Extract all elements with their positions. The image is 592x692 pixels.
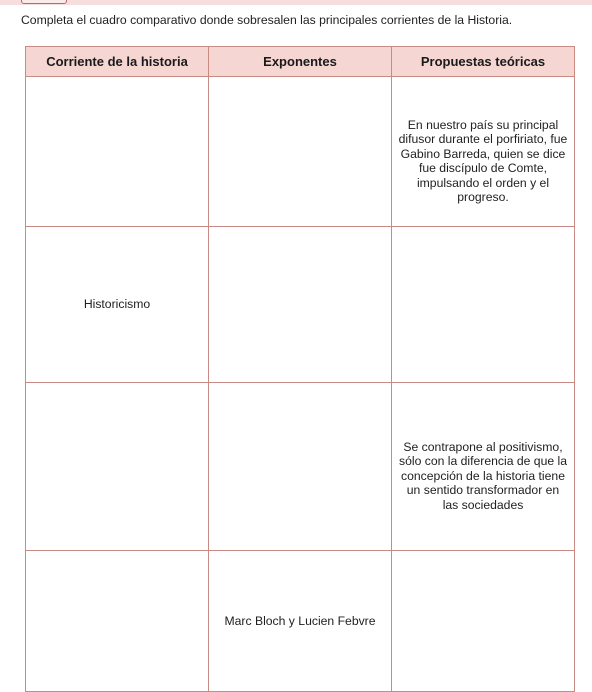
- header-propuestas: Propuestas teóricas: [392, 47, 575, 77]
- cell-exponentes[interactable]: [209, 383, 392, 551]
- header-exponentes: Exponentes: [209, 47, 392, 77]
- cell-propuestas: [392, 77, 575, 227]
- cell-propuestas[interactable]: [392, 551, 575, 692]
- cell-propuestas: [392, 383, 575, 551]
- cell-corriente[interactable]: [26, 77, 209, 227]
- header-corriente: Corriente de la historia: [26, 47, 209, 77]
- activity-instruction: Completa el cuadro comparativo donde sobresalen las principales corrientes de la Historia.: [21, 13, 513, 27]
- cell-propuestas[interactable]: [392, 227, 575, 383]
- cell-corriente[interactable]: [26, 551, 209, 692]
- comparative-table: [25, 46, 575, 692]
- cell-corriente[interactable]: [26, 383, 209, 551]
- cell-exponentes[interactable]: [209, 77, 392, 227]
- top-decorative-band: [0, 0, 592, 5]
- table-row: [26, 383, 575, 551]
- corner-decorative-box: [21, 0, 67, 4]
- cell-corriente: [26, 227, 209, 383]
- table-row: [26, 227, 575, 383]
- cell-exponentes[interactable]: [209, 227, 392, 383]
- table-header-row: [26, 47, 575, 77]
- table-row: [26, 551, 575, 692]
- table-row: [26, 77, 575, 227]
- cell-exponentes: [209, 551, 392, 692]
- cell-text: En nuestro país su principal difusor durante el porfiriato, fue Gabino Barreda, quien se dice fue discípulo de Comte, impulsando el orden y el progreso.: [398, 117, 568, 204]
- cell-text: Se contrapone al positivismo, sólo con la diferencia de que la concepción de la historia tiene un sentido transformador en las sociedades: [398, 439, 568, 512]
- cell-text: Marc Bloch y Lucien Febvre: [224, 613, 376, 628]
- cell-text: Historicismo: [83, 297, 151, 312]
